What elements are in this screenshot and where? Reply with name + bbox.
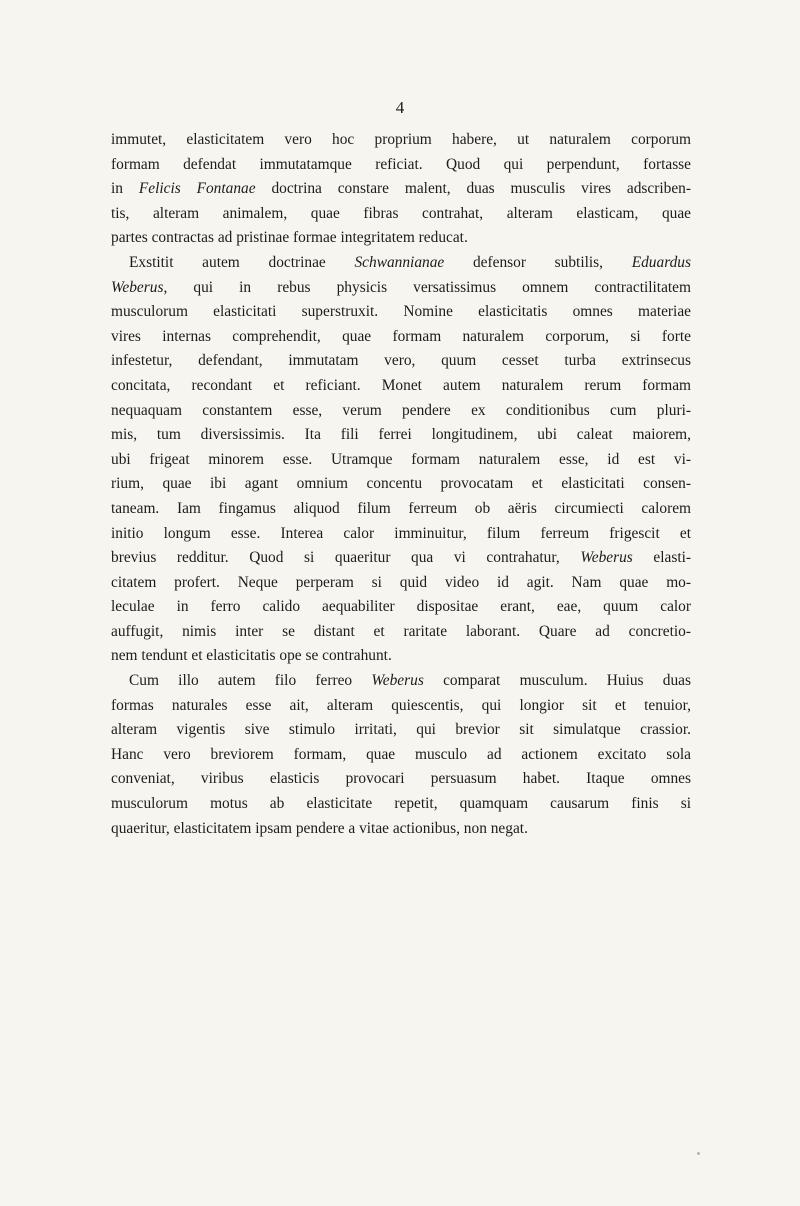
page-number: 4	[395, 98, 405, 117]
text-line: immutet, elasticitatem vero hoc proprium habere, ut naturalem corporum	[111, 131, 691, 148]
italic-name: Weberus	[580, 549, 633, 567]
text-line: leculae in ferro calido aequabiliter dispositae erant, eae, quum calor	[111, 598, 691, 616]
text-line: taneam. Iam fingamus aliquod filum ferreum ob aëris circumiecti calorem	[111, 499, 691, 517]
text-line: Weberus, qui in rebus physicis versatissimus omnem contractilitatem	[111, 278, 691, 296]
text-line: formas naturales esse ait, alteram quiescentis, qui longior sit et tenuior,	[111, 696, 691, 714]
text-line: formam defendat immutatamque reficiat. Quod qui perpendunt, fortasse	[111, 155, 691, 173]
text-line: auffugit, nimis inter se distant et raritate laborant. Quare ad concretio-	[111, 622, 691, 640]
italic-name: Schwannianae	[354, 253, 445, 271]
text-line: ubi frigeat minorem esse. Utramque formam naturalem esse, id est vi-	[111, 450, 691, 468]
italic-name: Weberus	[111, 278, 164, 296]
text-line: partes contractas ad pristinae formae integritatem reducat.	[111, 229, 468, 247]
text-line: citatem profert. Neque perperam si quid video id agit. Nam quae mo-	[111, 573, 691, 591]
italic-name: Weberus	[371, 672, 424, 690]
text-line: nem tendunt et elasticitatis ope se contrahunt.	[111, 647, 392, 665]
text-line: brevius redditur. Quod si quaeritur qua vi contrahatur, Weberus elasti-	[111, 549, 692, 567]
text-line: quaeritur, elasticitatem ipsam pendere a vitae actionibus, non negat.	[111, 819, 528, 837]
italic-name: Eduardus	[631, 253, 691, 271]
text-line: Exstitit autem doctrinae Schwannianae defensor subtilis, Eduardus	[129, 253, 691, 271]
text-line: concitata, recondant et reficiant. Monet autem naturalem rerum formam	[111, 376, 691, 394]
text-line: Hanc vero breviorem formam, quae musculo ad actionem excitato sola	[111, 745, 691, 763]
text-line: Cum illo autem filo ferreo Weberus comparat musculum. Huius duas	[129, 672, 691, 690]
italic-name: Felicis Fontanae	[138, 180, 256, 198]
text-line: rium, quae ibi agant omnium concentu provocatam et elasticitati consen-	[111, 475, 691, 493]
text-line: conveniat, viribus elasticis provocari persuasum habet. Itaque omnes	[111, 770, 691, 788]
text-line: tis, alteram animalem, quae fibras contrahat, alteram elasticam, quae	[111, 204, 691, 222]
text-line: in Felicis Fontanae doctrina constare malent, duas musculis vires adscriben-	[111, 180, 691, 198]
text-line: alteram vigentis sive stimulo irritati, qui brevior sit simulatque crassior.	[111, 721, 691, 739]
text-line: mis, tum diversissimis. Ita fili ferrei longitudinem, ubi caleat maiorem,	[111, 426, 691, 444]
text-line: musculorum motus ab elasticitate repetit, quamquam causarum finis si	[111, 795, 691, 813]
paper-fleck	[697, 1152, 700, 1155]
text-line: nequaquam constantem esse, verum pendere ex conditionibus cum pluri-	[111, 401, 691, 419]
text-line: musculorum elasticitati superstruxit. Nomine elasticitatis omnes materiae	[111, 303, 691, 321]
text-line: vires internas comprehendit, quae formam naturalem corporum, si forte	[111, 327, 691, 345]
body-text	[111, 128, 691, 841]
text-line: initio longum esse. Interea calor imminuitur, filum ferreum frigescit et	[111, 524, 691, 542]
text-line: infestetur, defendant, immutatam vero, quum cesset turba extrinsecus	[111, 352, 691, 370]
